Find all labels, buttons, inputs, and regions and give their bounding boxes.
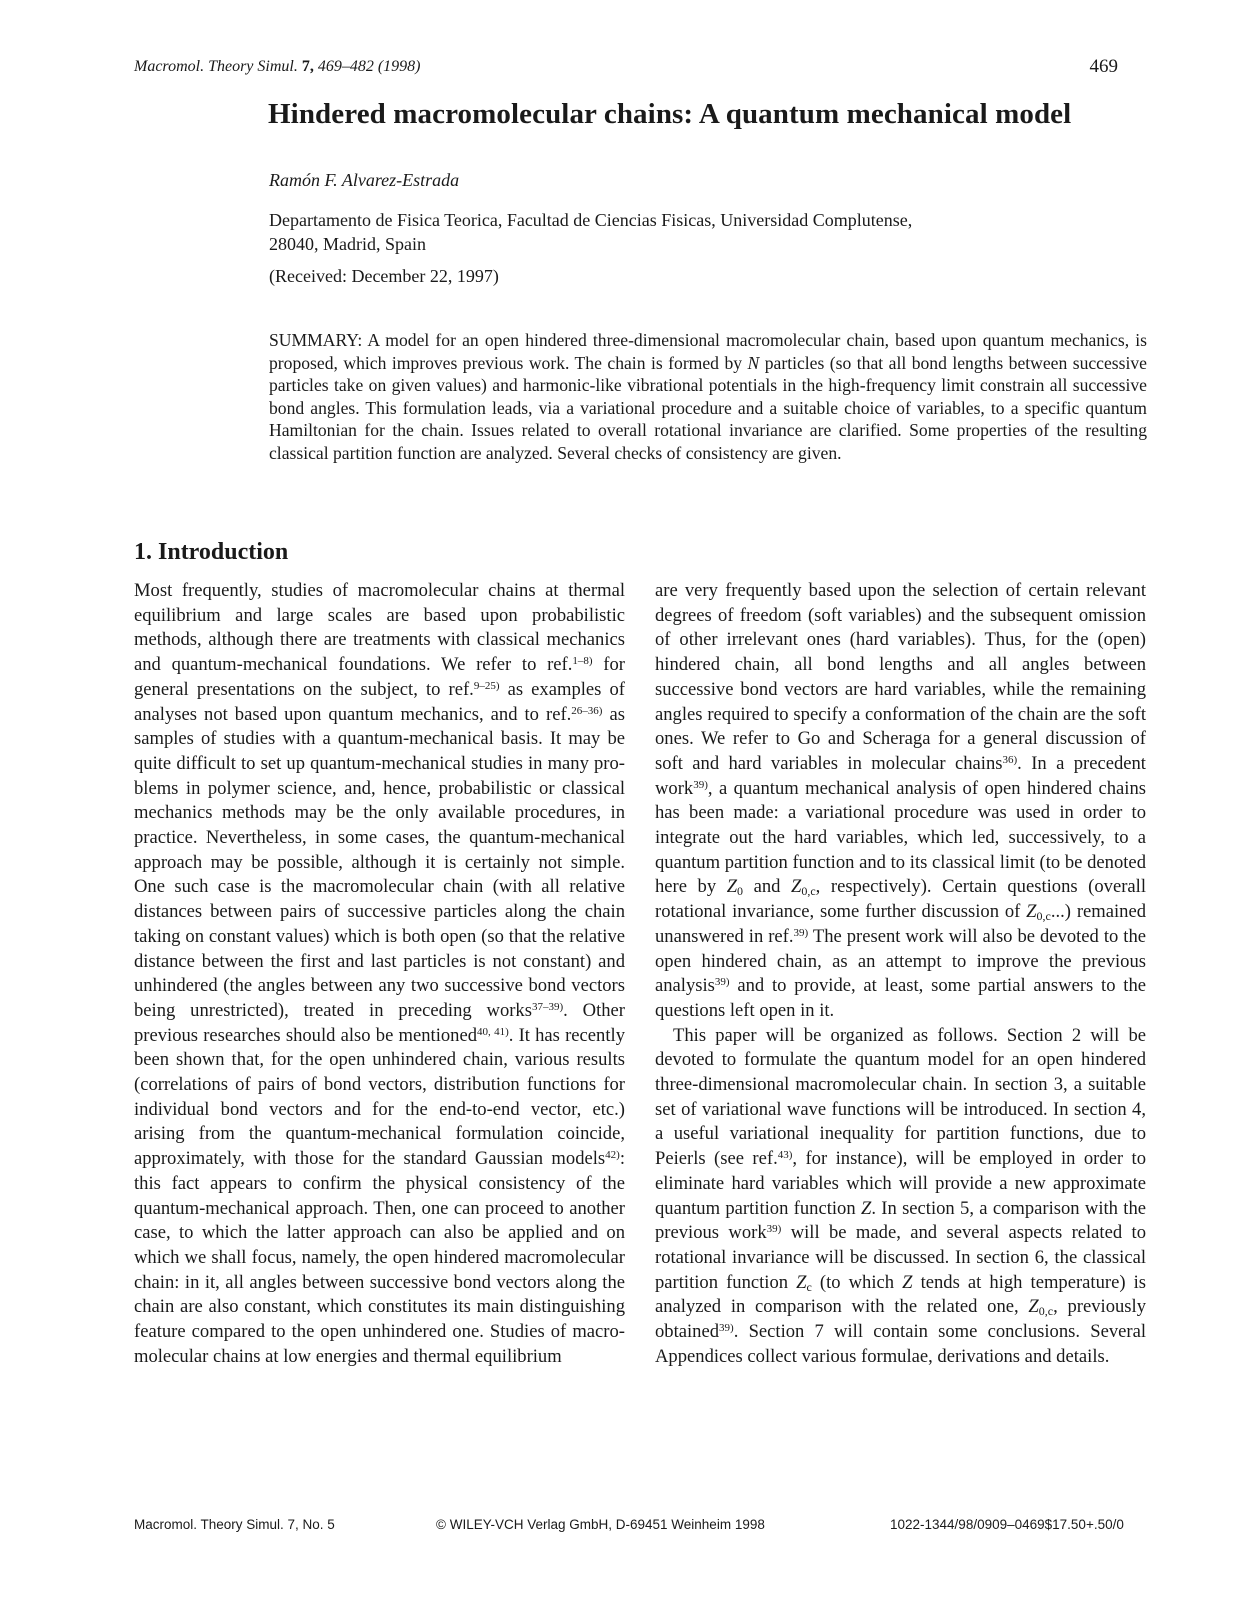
journal-pages-year: 469–482 (1998) — [317, 58, 421, 75]
affiliation — [269, 208, 1029, 256]
journal-volume: 7, — [301, 58, 314, 75]
paragraph: This paper will be organized as follows. Section 2 will be devoted to formulate the quantum model for an open hindered three-dimensional macromolecular chain. In section 3, a suitable set of variational wave functions will be introduced. In section 4, a useful variational inequality for partition functions, due to Peierls (see ref.$^{43)}$, for instance), will be employed in order to eliminate hard variables which will provide a new approximate quantum partition function Z. In section 5, a comparison with the previous work$^{39)}$ will be made, and several aspects related to rotational invariance will be discussed. In section 6, the classical partition function $Z_c$ (to which Z tends at high temperature) is analyzed in comparison with the related one, $Z_{0,c}$, previously obtained$^{39)}$. Section 7 will contain some conclusions. Several Appendices collect various formulae, derivations and details. — [655, 1024, 1147, 1367]
section-heading-introduction: 1. Introduction — [134, 539, 289, 565]
running-header — [134, 58, 421, 76]
affiliation-line-2: 28040, Madrid, Spain — [269, 234, 426, 254]
page-number: 469 — [1089, 56, 1118, 77]
footer-copyright: © WILEY-VCH Verlag GmbH, D-69451 Weinheim 1998 — [436, 1517, 765, 1532]
reference: 26–36) — [571, 704, 603, 717]
reference: 9–25) — [473, 679, 500, 692]
text-column-right — [655, 579, 1146, 1370]
paper-title: Hindered macromolecular chains: A quantum mechanical model — [268, 98, 1072, 130]
reference: 39) — [766, 1223, 782, 1236]
reference: 39) — [719, 1322, 734, 1335]
author-name: Ramón F. Alvarez-Estrada — [269, 170, 460, 190]
footer-issn: 1022-1344/98/0909–0469$17.50+.50/0 — [890, 1517, 1124, 1532]
text-column-left — [134, 579, 625, 1370]
footer-journal-issue: Macromol. Theory Simul. 7, No. 5 — [134, 1517, 335, 1532]
reference: 39) — [793, 926, 809, 939]
reference: 36) — [1002, 753, 1018, 766]
reference: 1–8) — [572, 655, 593, 668]
reference: 37–39) — [531, 1000, 564, 1013]
reference: 39) — [693, 778, 708, 791]
reference: 43) — [777, 1149, 793, 1162]
reference: 39) — [714, 976, 730, 989]
paragraph: Most frequently, studies of macromolecular chains at thermal equilibrium and large scales are based upon probabilistic methods, although there are treatments with classical mechanics and quantum-mechanical foundations. We refer to ref.$^{1-8)}$ for general presentations on the subject, to ref.$^{9-25)}$ as examples of analyses not based upon quantum mechanics, and to ref.$^{26-36)}$ as samples of studies with a quantum-mechanical basis. It may be quite difficult to set up quantum-mechanical studies in many problems in polymer science, and, hence, probabilistic or classical mechanics methods may be the only available procedures, in practice. Nevertheless, in some cases, the quantum-mechanical approach may be possible, although it is certainly not simple. One such case is the macromolecular chain (with all relative distances between pairs of successive particles along the chain taking on constant values) which is both open (so that the relative distance between the first and last particles is not constant) and unhindered (the angles between any two successive bond vectors being unrestricted), treated in preceding works$^{37-39)}$. Other previous researches should also be mentioned$^{40, 41)}$. It has recently been shown that, for the open unhindered chain, various results (correlations of pairs of bond vectors, distribution functions for individual bond vectors and for the end-to-end vector, etc.) arising from the quantum-mechanical formulation coincide, approximately, with those for the standard Gaussian models$^{42)}$: this fact appears to confirm the physical consistency of the quantum-mechanical approach. Then, one can proceed to another case, to which the latter approach can also be applied and on which we shall focus, namely, the open hindered macromolecular chain: in it, all angles between successive bond vectors along the chain are also constant, which constitutes its main distinguishing feature compared to the open unhindered one. Studies of macromolecular chains at low energies and thermal equilibrium — [134, 580, 625, 1367]
reference: 40, 41) — [477, 1025, 509, 1038]
paragraph: are very frequently based upon the selection of certain relevant degrees of freedom (soft variables) and the subsequent omission of other irrelevant ones (hard variables). Thus, for the (open) hindered chain, all bond lengths and all angles between successive bond vectors are hard variables, while the remaining angles required to specify a conformation of the chain are the soft ones. We refer to Go and Scheraga for a general discussion of soft and hard variables in molecular chains$^{36)}$. In a precedent work$^{39)}$, a quantum mechanical analysis of open hindered chains has been made: a variational procedure was used in order to integrate out the hard variables, which led, successively, to a quantum partition function and to its classical limit (to be denoted here by $Z_0$ and $Z_{0,c}$, respectively). Certain questions (overall rotational invariance, some further discussion of $Z_{0,c}$...) remained unanswered in ref.$^{39)}$ The present work will also be devoted to the open hindered chain, as an attempt to improve the previous analysis$^{39)}$ and to provide, at least, some partial answers to the questions left open in it. — [655, 580, 1146, 1021]
reference: 42) — [605, 1149, 620, 1162]
received-date: (Received: December 22, 1997) — [269, 266, 499, 286]
summary-abstract: SUMMARY: A model for an open hindered three-dimensional macromolecular chain, based upon quantum mechanics, is proposed, which improves previous work. The chain is formed by N particles (so that all bond lengths between successive particles take on given values) and harmonic-like vibrational potentials in the high-frequency limit constrain all successive bond angles. This formulation leads, via a variational procedure and a suitable choice of variables, to a specific quantum Hamiltonian for the chain. Issues related to overall rotational invariance are clarified. Some properties of the resulting classical partition function are analyzed. Several checks of consistency are given. — [269, 330, 1147, 463]
affiliation-line-1: Departamento de Fisica Teorica, Facultad de Ciencias Fisicas, Universidad Complutense, — [269, 210, 913, 230]
journal-name: Macromol. Theory Simul. — [134, 58, 298, 75]
